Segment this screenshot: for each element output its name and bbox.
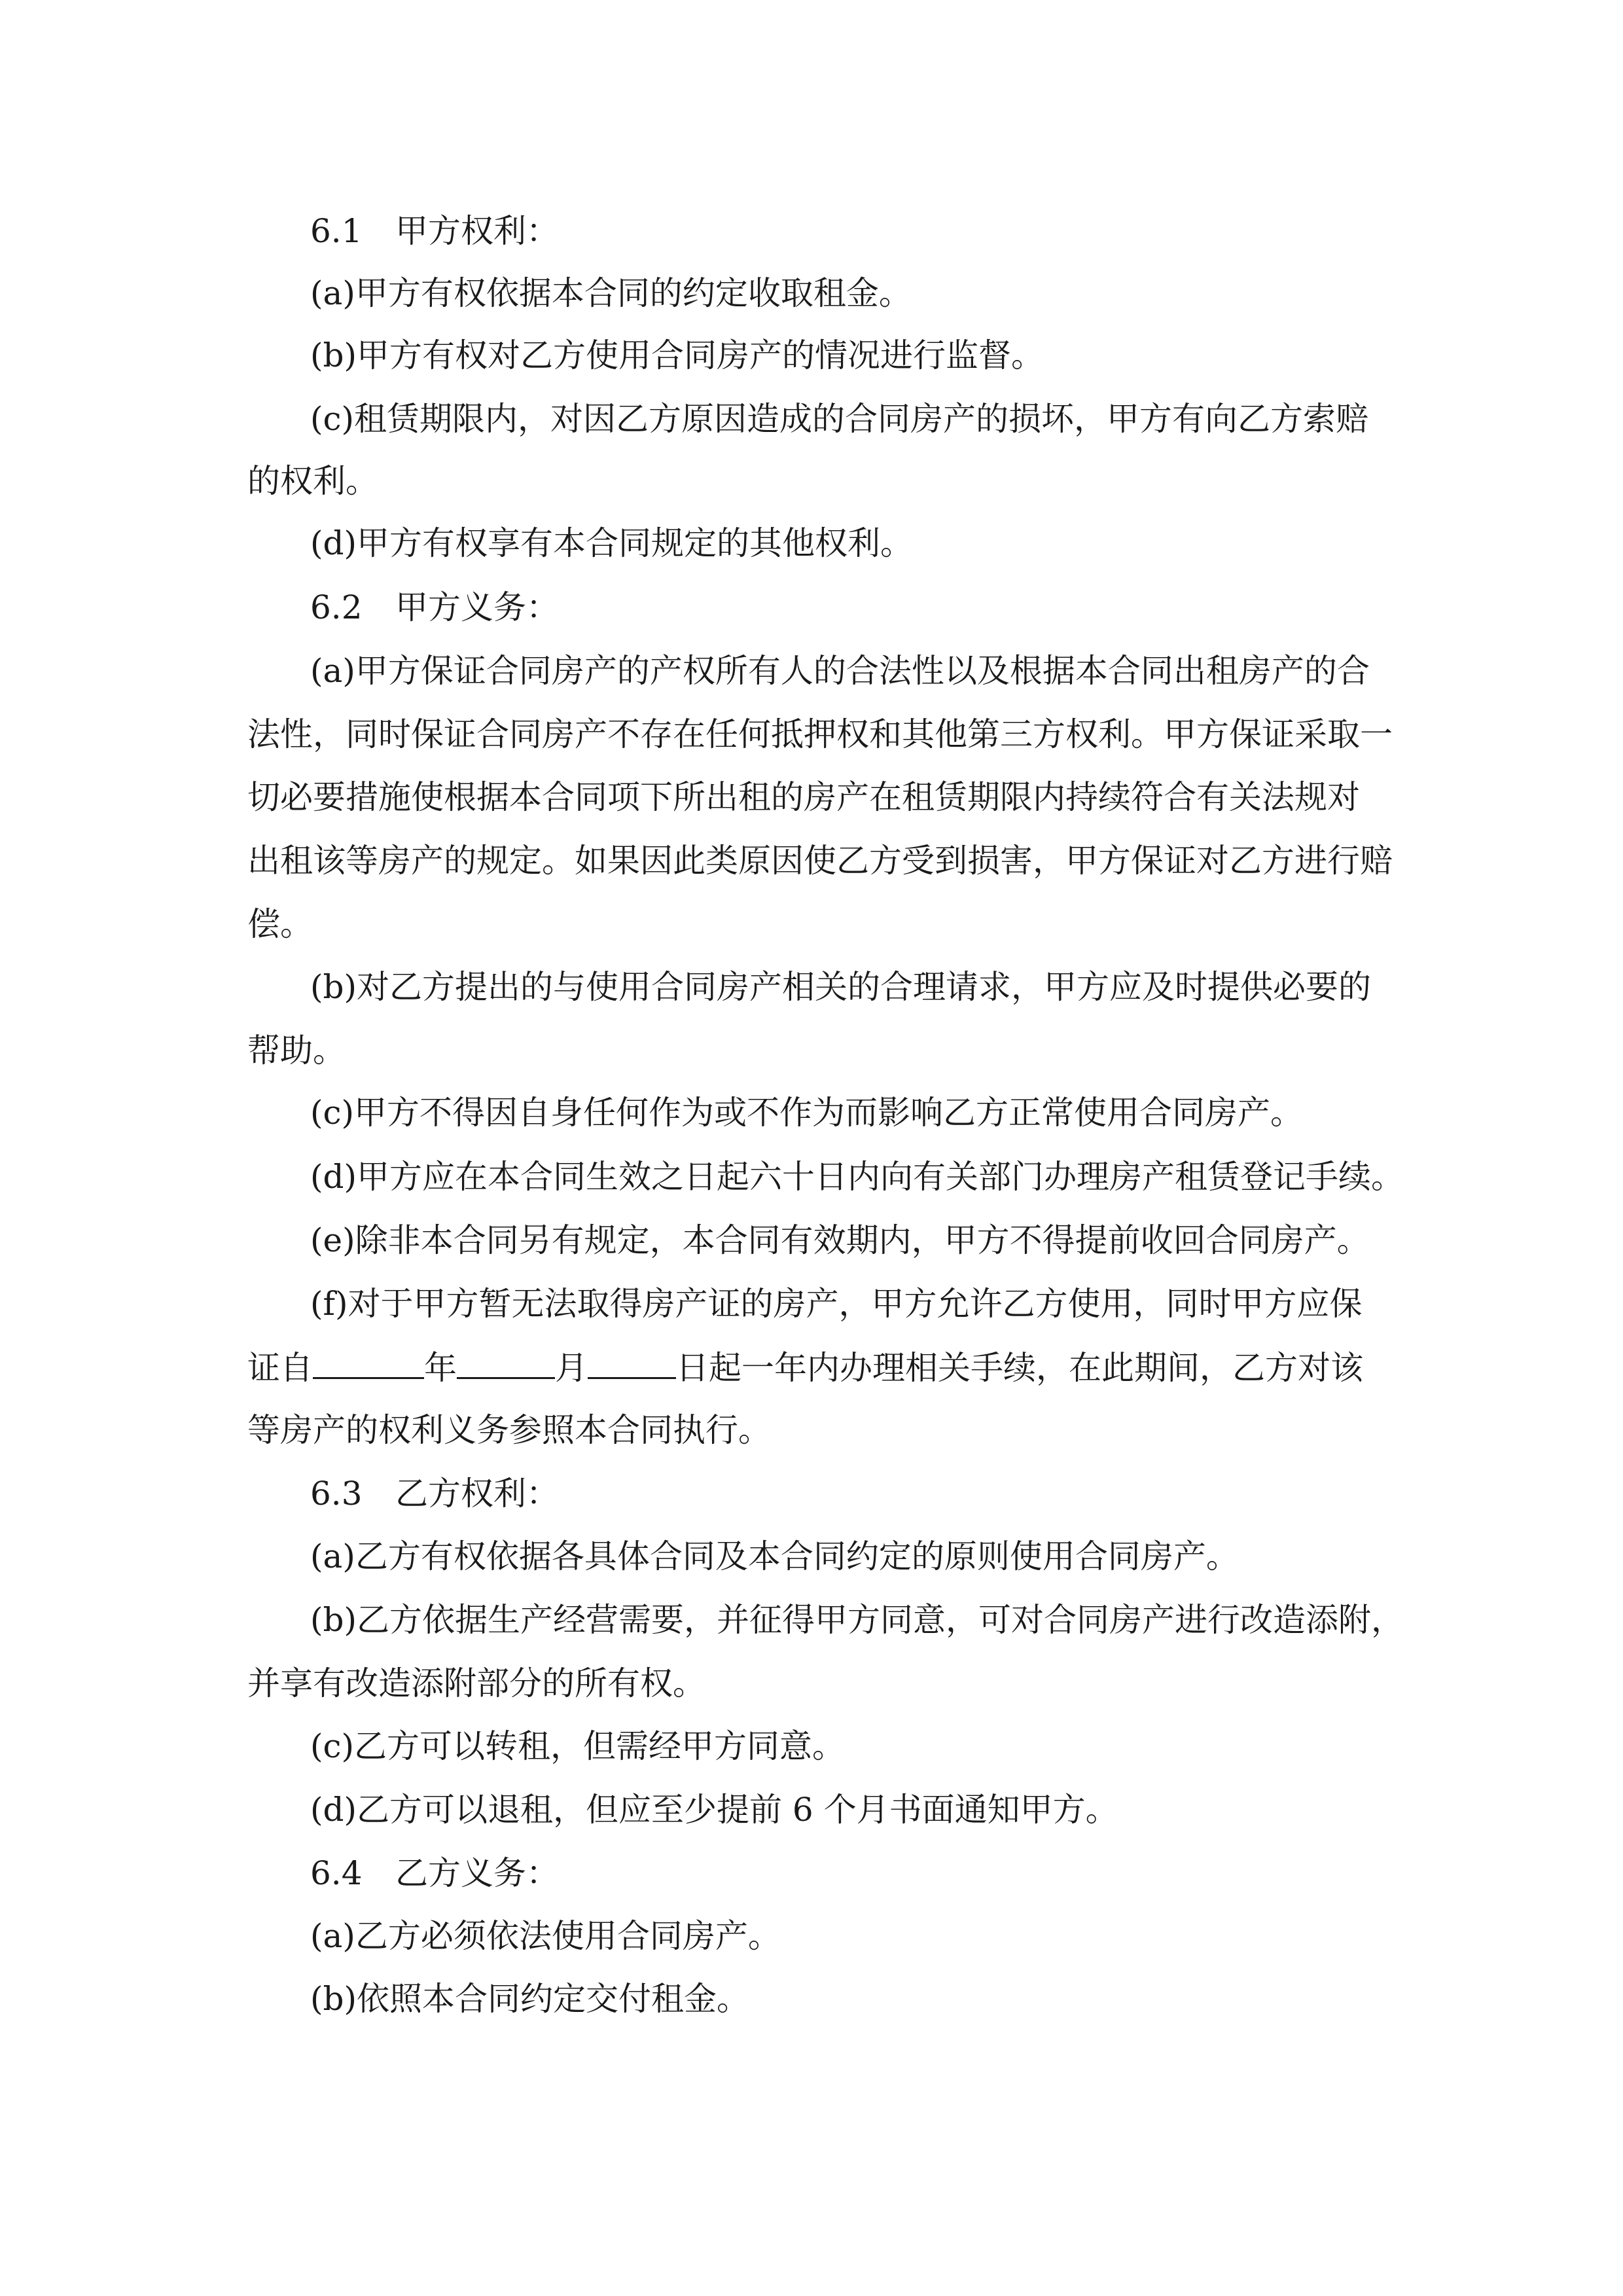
text-segment: 月 <box>555 1349 588 1387</box>
section-title: 甲方权利： <box>395 212 559 250</box>
clause-6-2-f-line3: 等房产的权利义务参照本合同执行。 <box>247 1411 771 1449</box>
section-6-3-heading <box>310 1474 559 1513</box>
clause-6-3-a: (a)乙方有权依据各具体合同及本合同约定的原则使用合同房产。 <box>310 1537 1239 1575</box>
clause-6-1-b: (b)甲方有权对乙方使用合同房产的情况进行监督。 <box>310 336 1044 374</box>
section-6-2-heading <box>310 588 559 627</box>
blank-month-field[interactable] <box>457 1347 555 1379</box>
clause-6-1-c-line1: (c)租赁期限内，对因乙方原因造成的合同房产的损坏，甲方有向乙方索赔 <box>310 400 1369 438</box>
clause-6-1-d: (d)甲方有权享有本合同规定的其他权利。 <box>310 524 914 562</box>
clause-6-2-b-line2: 帮助。 <box>247 1031 346 1069</box>
clause-6-1-c-line2: 的权利。 <box>247 462 378 500</box>
clause-6-3-b-line1: (b)乙方依据生产经营需要，并征得甲方同意，可对合同房产进行改造添附， <box>310 1601 1404 1639</box>
section-number: 6.3 <box>310 1475 363 1513</box>
section-number: 6.2 <box>310 588 363 626</box>
section-title: 甲方义务： <box>395 588 559 626</box>
blank-day-field[interactable] <box>588 1347 676 1379</box>
section-title: 乙方义务： <box>395 1854 559 1892</box>
section-6-1-heading <box>310 211 559 251</box>
clause-6-4-b: (b)依照本合同约定交付租金。 <box>310 1980 750 2018</box>
clause-6-2-a-line4: 出租该等房产的规定。如果因此类原因使乙方受到损害，甲方保证对乙方进行赔 <box>247 842 1393 880</box>
clause-6-3-c: (c)乙方可以转租，但需经甲方同意。 <box>310 1727 846 1765</box>
clause-6-4-a: (a)乙方必须依法使用合同房产。 <box>310 1917 781 1955</box>
clause-6-2-b-line1: (b)对乙方提出的与使用合同房产相关的合理请求，甲方应及时提供必要的 <box>310 968 1372 1006</box>
blank-year-field[interactable] <box>313 1347 424 1379</box>
section-number: 6.4 <box>310 1854 363 1892</box>
clause-6-2-d: (d)甲方应在本合同生效之日起六十日内向有关部门办理房产租赁登记手续。 <box>310 1158 1404 1196</box>
clause-6-3-d: (d)乙方可以退租，但应至少提前 6 个月书面通知甲方。 <box>310 1791 1118 1829</box>
clause-6-2-a-line2: 法性，同时保证合同房产不存在任何抵押权和其他第三方权利。甲方保证采取一 <box>247 715 1393 753</box>
section-title: 乙方权利： <box>395 1475 559 1513</box>
clause-6-3-b-line2: 并享有改造添附部分的所有权。 <box>247 1664 705 1702</box>
clause-6-2-a-line5: 偿。 <box>247 905 313 943</box>
clause-6-2-f-line1: (f)对于甲方暂无法取得房产证的房产，甲方允许乙方使用，同时甲方应保 <box>310 1285 1363 1323</box>
clause-6-2-a-line3: 切必要措施使根据本合同项下所出租的房产在租赁期限内持续符合有关法规对 <box>247 778 1360 816</box>
clause-6-2-a-line1: (a)甲方保证合同房产的产权所有人的合法性以及根据本合同出租房产的合 <box>310 652 1370 690</box>
section-6-4-heading <box>310 1854 559 1893</box>
clause-6-2-e: (e)除非本合同另有规定，本合同有效期内，甲方不得提前收回合同房产。 <box>310 1221 1370 1259</box>
clause-6-2-f-line2 <box>247 1347 1363 1388</box>
clause-6-2-c: (c)甲方不得因自身任何作为或不作为而影响乙方正常使用合同房产。 <box>310 1094 1304 1132</box>
section-number: 6.1 <box>310 212 363 250</box>
clause-6-1-a: (a)甲方有权依据本合同的约定收取租金。 <box>310 274 912 312</box>
text-segment: 证自 <box>247 1349 313 1387</box>
text-segment: 日起一年内办理相关手续，在此期间，乙方对该 <box>676 1349 1363 1387</box>
text-segment: 年 <box>424 1349 457 1387</box>
